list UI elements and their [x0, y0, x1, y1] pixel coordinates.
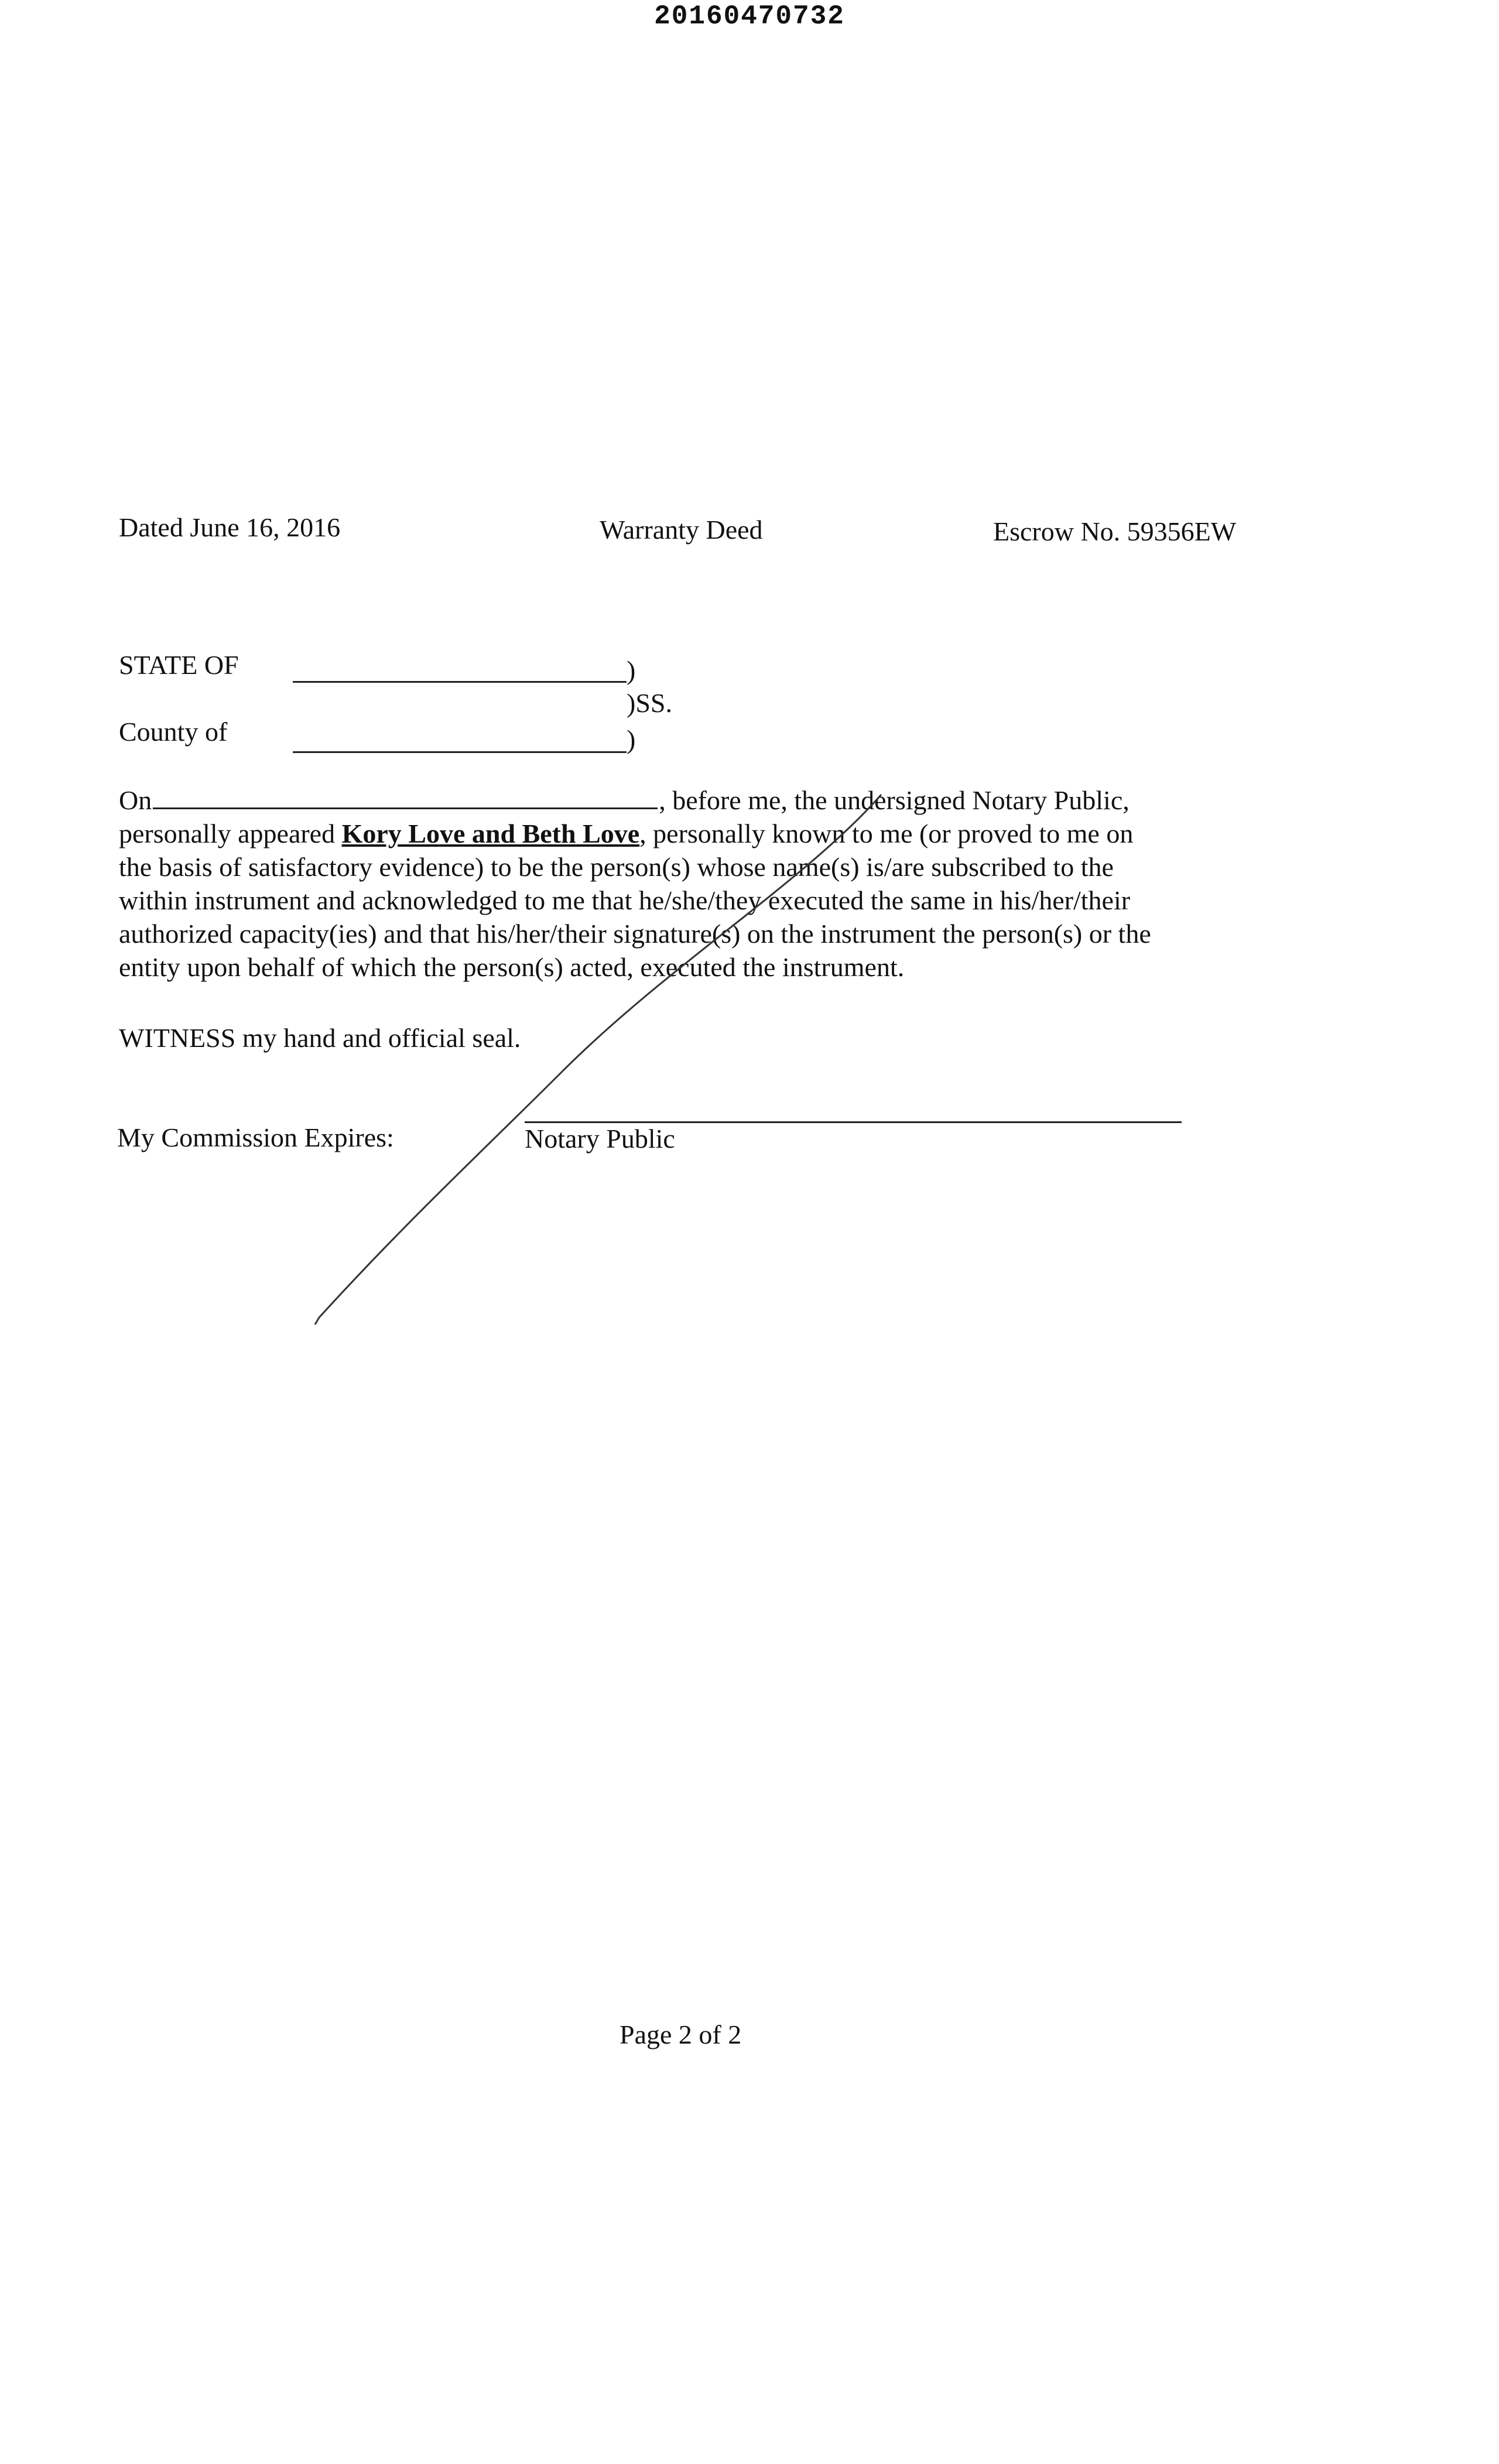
dated-text: Dated June 16, 2016	[119, 512, 341, 542]
state-blank	[293, 681, 627, 683]
deed-title: Warranty Deed	[600, 515, 763, 545]
paren-bottom: )	[627, 724, 636, 754]
state-label: STATE OF	[119, 650, 239, 680]
ack-line-4: within instrument and acknowledged to me that he/she/they executed the same in his/her/their	[119, 885, 1131, 915]
date-blank	[153, 786, 658, 809]
county-blank	[293, 751, 627, 753]
on-word: On	[119, 785, 152, 815]
notary-public-label: Notary Public	[525, 1124, 675, 1154]
ack-line-6: entity upon behalf of which the person(s) acted, executed the instrument.	[119, 952, 905, 982]
commission-expires-label: My Commission Expires:	[117, 1123, 394, 1152]
witness-text: WITNESS my hand and official seal.	[119, 1023, 521, 1053]
recording-number: 20160470732	[654, 1, 845, 32]
acknowledgment-paragraph	[119, 783, 1290, 984]
ack-line-2	[119, 817, 1290, 850]
ack-line-2-end: , personally known to me (or proved to me on	[639, 819, 1134, 848]
notary-signature-line	[525, 1121, 1182, 1123]
grantor-names: Kory Love and Beth Love	[341, 819, 640, 848]
county-label: County of	[119, 717, 228, 747]
ack-line-2-start: personally appeared	[119, 819, 342, 848]
ack-line-3: the basis of satisfactory evidence) to be the person(s) whose name(s) is/are subscribed to the	[119, 852, 1114, 882]
ss-mark: )SS.	[627, 688, 672, 718]
paren-top: )	[627, 655, 636, 685]
escrow-number: Escrow No. 59356EW	[993, 516, 1237, 546]
page-number: Page 2 of 2	[620, 2020, 742, 2049]
ack-line-1	[119, 783, 1290, 817]
ack-line-5: authorized capacity(ies) and that his/her/their signature(s) on the instrument the person(s) or the	[119, 919, 1151, 949]
ack-line-1-rest: , before me, the undersigned Notary Public,	[659, 785, 1130, 815]
